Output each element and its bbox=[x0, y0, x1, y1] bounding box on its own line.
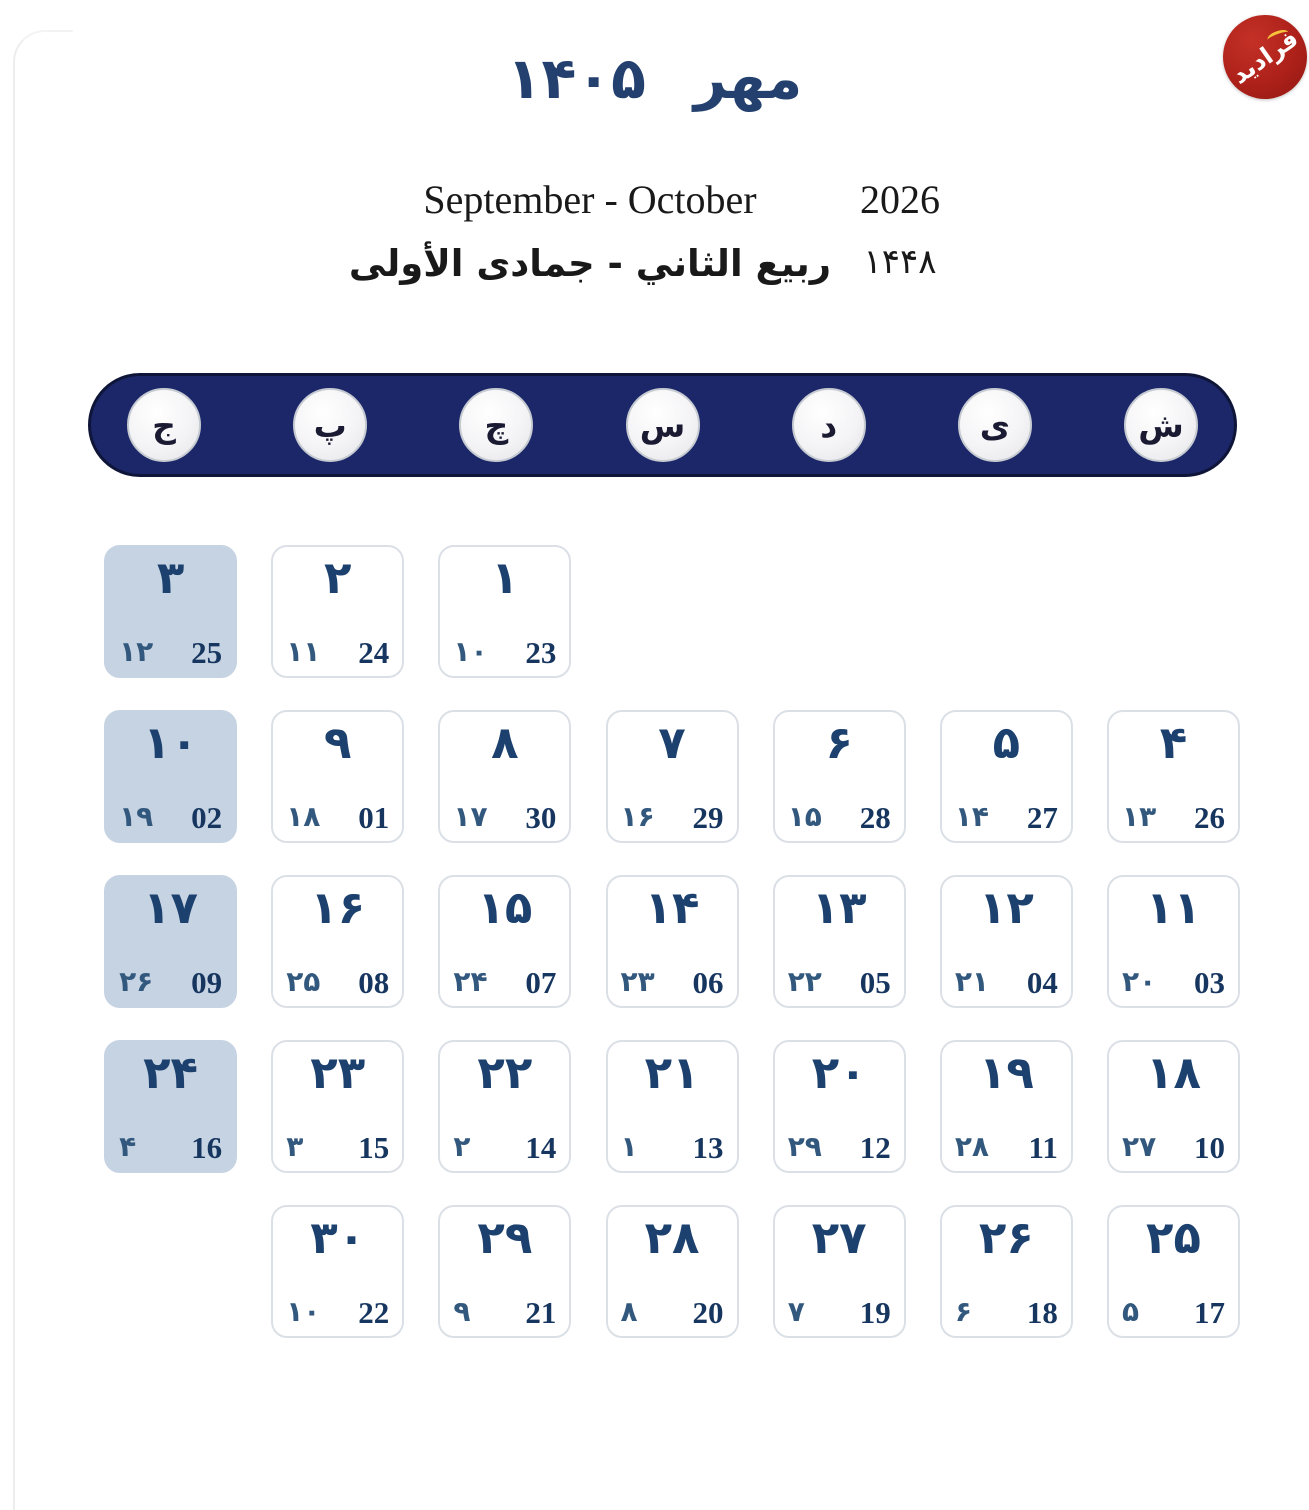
jalali-day-number: ۱۹ bbox=[978, 1046, 1034, 1099]
hijri-day-number: ۲۷ bbox=[1122, 1130, 1157, 1163]
gregorian-day-number: 04 bbox=[1026, 965, 1058, 1000]
day-cell-۱۷[interactable] bbox=[104, 875, 237, 1008]
weekday-circle-2: د bbox=[792, 388, 866, 462]
gregorian-day-number: 21 bbox=[525, 1295, 557, 1330]
jalali-day-number: ۱۵ bbox=[477, 881, 533, 934]
gregorian-day-number: 20 bbox=[692, 1295, 724, 1330]
hijri-day-number: ۱۷ bbox=[453, 800, 488, 833]
gregorian-subtitle-row bbox=[0, 176, 1309, 242]
jalali-day-number: ۱۱ bbox=[1146, 881, 1201, 934]
day-cell-۲۷[interactable] bbox=[773, 1205, 906, 1338]
hijri-day-number: ۱۳ bbox=[1122, 800, 1157, 833]
hijri-day-number: ۵ bbox=[1122, 1295, 1140, 1328]
jalali-day-number: ۲۷ bbox=[811, 1211, 867, 1264]
gregorian-day-number: 02 bbox=[191, 800, 223, 835]
gregorian-day-number: 01 bbox=[358, 800, 390, 835]
gregorian-day-number: 16 bbox=[191, 1130, 223, 1165]
gregorian-day-number: 06 bbox=[692, 965, 724, 1000]
logo-text: فرادید bbox=[1226, 24, 1304, 90]
weekday-circle-6: ج bbox=[127, 388, 201, 462]
hijri-day-number: ۲۰ bbox=[1122, 965, 1157, 998]
hijri-months: ربيع الثاني - جمادى الأولى bbox=[348, 242, 832, 285]
day-cell-۲۸[interactable] bbox=[606, 1205, 739, 1338]
gregorian-months: September - October bbox=[423, 177, 757, 222]
hijri-day-number: ۲۲ bbox=[787, 965, 822, 998]
gregorian-day-number: 17 bbox=[1194, 1295, 1225, 1330]
day-cell-۲۵[interactable] bbox=[1107, 1205, 1240, 1338]
jalali-day-number: ۲۹ bbox=[477, 1211, 533, 1264]
day-cell-۲۶[interactable] bbox=[940, 1205, 1073, 1338]
jalali-day-number: ۹ bbox=[323, 716, 352, 769]
weekday-circle-5: پ bbox=[293, 388, 367, 462]
jalali-day-number: ۱۶ bbox=[310, 881, 366, 934]
hijri-year: ۱۴۴۸ bbox=[863, 242, 937, 282]
gregorian-day-number: 07 bbox=[525, 965, 557, 1000]
jalali-day-number: ۱۷ bbox=[143, 881, 199, 934]
day-cell-۳۰[interactable] bbox=[271, 1205, 404, 1338]
jalali-day-number: ۲۲ bbox=[477, 1046, 533, 1099]
jalali-day-number: ۲۴ bbox=[143, 1046, 199, 1099]
jalali-day-number: ۴ bbox=[1159, 716, 1188, 769]
gregorian-year: 2026 bbox=[860, 177, 940, 222]
jalali-day-number: ۲۱ bbox=[644, 1046, 700, 1099]
jalali-day-number: ۱۲ bbox=[978, 881, 1034, 934]
day-cell-۴[interactable] bbox=[1107, 710, 1240, 843]
hijri-day-number: ۹ bbox=[453, 1295, 471, 1328]
gregorian-day-number: 28 bbox=[859, 800, 891, 835]
day-cell-۲۹[interactable] bbox=[438, 1205, 571, 1338]
day-cell-۱۴[interactable] bbox=[606, 875, 739, 1008]
gregorian-day-number: 05 bbox=[859, 965, 891, 1000]
gregorian-day-number: 14 bbox=[525, 1130, 557, 1165]
gregorian-day-number: 30 bbox=[525, 800, 557, 835]
page-title bbox=[0, 46, 1309, 112]
hijri-day-number: ۲۱ bbox=[954, 965, 990, 998]
weekday-circle-0: ش bbox=[1124, 388, 1198, 462]
weekday-circle-4: چ bbox=[459, 388, 533, 462]
hijri-day-number: ۲۴ bbox=[453, 965, 488, 998]
gregorian-day-number: 10 bbox=[1194, 1130, 1225, 1165]
gregorian-day-number: 18 bbox=[1026, 1295, 1058, 1330]
day-cell-۱۰[interactable] bbox=[104, 710, 237, 843]
hijri-day-number: ۲۳ bbox=[620, 965, 655, 998]
jalali-day-number: ۵ bbox=[992, 716, 1021, 769]
jalali-year: ۱۴۰۵ bbox=[506, 46, 646, 112]
jalali-day-number: ۲۳ bbox=[310, 1046, 366, 1099]
hijri-day-number: ۴ bbox=[119, 1130, 137, 1163]
hijri-day-number: ۲۶ bbox=[119, 965, 154, 998]
gregorian-day-number: 19 bbox=[859, 1295, 891, 1330]
hijri-day-number: ۶ bbox=[954, 1295, 972, 1328]
day-cell-۱۶[interactable] bbox=[271, 875, 404, 1008]
jalali-day-number: ۳ bbox=[156, 551, 185, 604]
gregorian-day-number: 23 bbox=[525, 635, 557, 670]
jalali-day-number: ۲۵ bbox=[1146, 1211, 1201, 1264]
hijri-day-number: ۱۹ bbox=[119, 800, 154, 833]
day-cell-۱[interactable] bbox=[438, 545, 571, 678]
gregorian-day-number: 03 bbox=[1194, 965, 1225, 1000]
jalali-day-number: ۲۰ bbox=[811, 1046, 867, 1099]
day-cell-۲[interactable] bbox=[271, 545, 404, 678]
jalali-day-number: ۱ bbox=[491, 551, 519, 604]
hijri-subtitle-row bbox=[0, 242, 1309, 308]
weekday-header-bar bbox=[88, 373, 1237, 477]
hijri-day-number: ۱۵ bbox=[787, 800, 822, 833]
day-cell-۱۱[interactable] bbox=[1107, 875, 1240, 1008]
jalali-day-number: ۱۸ bbox=[1146, 1046, 1201, 1099]
gregorian-day-number: 09 bbox=[191, 965, 223, 1000]
day-cell-۱۲[interactable] bbox=[940, 875, 1073, 1008]
day-cell-۵[interactable] bbox=[940, 710, 1073, 843]
day-cell-۷[interactable] bbox=[606, 710, 739, 843]
jalali-day-number: ۲۶ bbox=[978, 1211, 1034, 1264]
gregorian-day-number: 27 bbox=[1026, 800, 1058, 835]
day-cell-۲۲[interactable] bbox=[438, 1040, 571, 1173]
hijri-day-number: ۱۱ bbox=[286, 635, 321, 668]
day-cell-۱۸[interactable] bbox=[1107, 1040, 1240, 1173]
day-grid bbox=[104, 545, 1240, 1338]
gregorian-day-number: 12 bbox=[859, 1130, 891, 1165]
hijri-day-number: ۱۲ bbox=[119, 635, 154, 668]
day-cell-۲۴[interactable] bbox=[104, 1040, 237, 1173]
hijri-day-number: ۱۰ bbox=[286, 1295, 321, 1328]
gregorian-day-number: 25 bbox=[191, 635, 223, 670]
day-cell-۱۳[interactable] bbox=[773, 875, 906, 1008]
day-cell-۸[interactable] bbox=[438, 710, 571, 843]
day-cell-۱۵[interactable] bbox=[438, 875, 571, 1008]
hijri-day-number: ۱ bbox=[620, 1130, 638, 1163]
jalali-month-name: مهر bbox=[693, 46, 803, 112]
jalali-day-number: ۱۴ bbox=[644, 881, 700, 934]
day-cell-۶[interactable] bbox=[773, 710, 906, 843]
weekday-circle-1: ی bbox=[958, 388, 1032, 462]
day-cell-۲۱[interactable] bbox=[606, 1040, 739, 1173]
jalali-day-number: ۱۰ bbox=[143, 716, 199, 769]
gregorian-day-number: 24 bbox=[358, 635, 390, 670]
jalali-day-number: ۳۰ bbox=[310, 1211, 366, 1264]
jalali-day-number: ۸ bbox=[491, 716, 519, 769]
hijri-day-number: ۲۹ bbox=[787, 1130, 822, 1163]
hijri-day-number: ۱۶ bbox=[620, 800, 655, 833]
day-cell-۲۰[interactable] bbox=[773, 1040, 906, 1173]
jalali-day-number: ۶ bbox=[825, 716, 853, 769]
gregorian-day-number: 08 bbox=[358, 965, 390, 1000]
jalali-day-number: ۱۳ bbox=[811, 881, 867, 934]
jalali-day-number: ۲۸ bbox=[644, 1211, 700, 1264]
jalali-day-number: ۲ bbox=[323, 551, 352, 604]
day-cell-۱۹[interactable] bbox=[940, 1040, 1073, 1173]
gregorian-day-number: 29 bbox=[692, 800, 724, 835]
gregorian-day-number: 15 bbox=[358, 1130, 390, 1165]
hijri-day-number: ۱۸ bbox=[286, 800, 321, 833]
hijri-day-number: ۲۸ bbox=[954, 1130, 990, 1163]
day-cell-۳[interactable] bbox=[104, 545, 237, 678]
weekday-circle-3: س bbox=[626, 388, 700, 462]
hijri-day-number: ۷ bbox=[787, 1295, 805, 1328]
gregorian-day-number: 11 bbox=[1028, 1130, 1058, 1165]
hijri-day-number: ۱۴ bbox=[954, 800, 990, 833]
subtitle-block bbox=[0, 176, 1309, 308]
hijri-day-number: ۲ bbox=[453, 1130, 471, 1163]
jalali-day-number: ۷ bbox=[658, 716, 686, 769]
gregorian-day-number: 26 bbox=[1194, 800, 1225, 835]
gregorian-day-number: 22 bbox=[358, 1295, 390, 1330]
gregorian-day-number: 13 bbox=[692, 1130, 724, 1165]
hijri-day-number: ۲۵ bbox=[286, 965, 321, 998]
hijri-day-number: ۱۰ bbox=[453, 635, 488, 668]
hijri-day-number: ۸ bbox=[620, 1295, 638, 1328]
day-cell-۲۳[interactable] bbox=[271, 1040, 404, 1173]
hijri-day-number: ۳ bbox=[286, 1130, 304, 1163]
day-cell-۹[interactable] bbox=[271, 710, 404, 843]
